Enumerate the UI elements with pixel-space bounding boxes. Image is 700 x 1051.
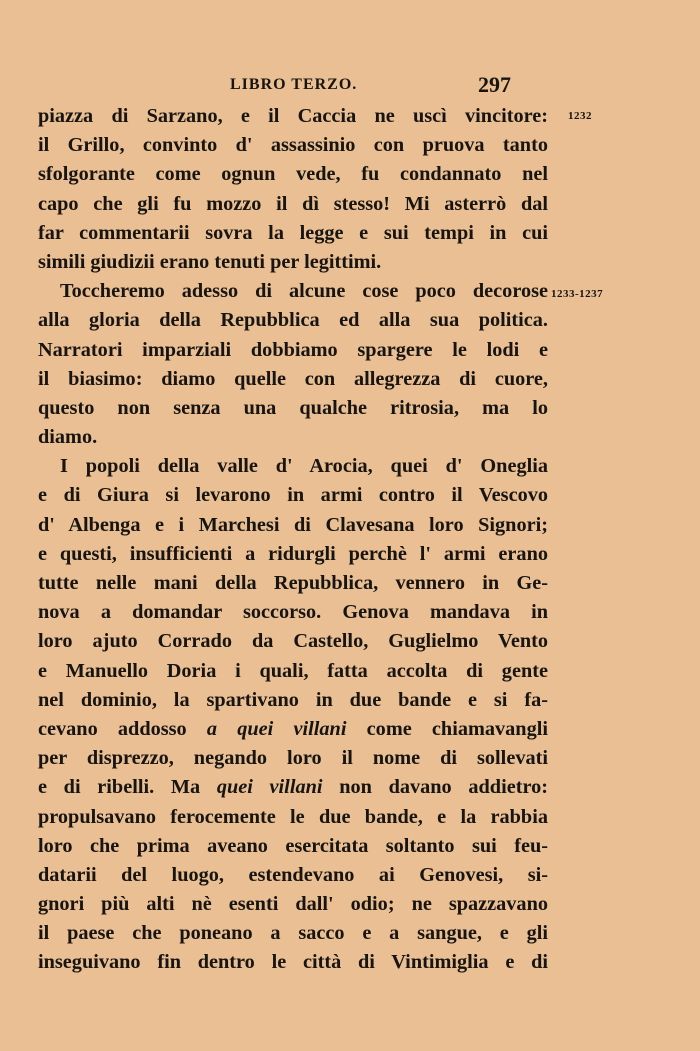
text-line: diamo. [38,426,98,449]
text-line: capo che gli fu mozzo il dì stesso! Mi asterrò dal [38,192,548,215]
text-line: propulsavano ferocemente le due bande, e la rabbia [38,805,548,828]
text-line: I popoli della valle d' Arocia, quei d' Oneglia [60,455,548,478]
text-line: simili giudizii erano tenuti per legittimi. [38,250,382,273]
page-number: 297 [478,72,511,97]
text-line: d' Albenga e i Marchesi di Clavesana loro Signori; [38,513,548,536]
text-line: loro ajuto Corrado da Castello, Guglielmo Vento [38,630,548,653]
italic-phrase: a quei villani [206,717,347,740]
text-line: per disprezzo, negando loro il nome di sollevati [38,747,548,770]
margin-date-1232: 1232 [568,110,592,122]
text-line: e Manuello Doria i quali, fatta accolta di gente [38,659,548,682]
text-line: Narratori imparziali dobbiamo spargere le lodi e [38,338,548,361]
body-text [38,102,548,978]
text-line: e di Giura si levarono in armi contro il Vescovo [38,484,548,507]
text-line: il biasimo: diamo quelle con allegrezza di cuore, [38,367,548,390]
italic-phrase: quei villani [216,776,323,799]
text-line: nel dominio, la spartivano in due bande e si fa- [38,688,548,711]
text-run: cevano addosso [38,717,207,740]
text-run: come chiamavangli [346,717,548,740]
text-line: inseguivano fin dentro le città di Vintimiglia e di [38,951,548,974]
running-title: LIBRO TERZO. [230,76,358,93]
text-line: il Grillo, convinto d' assassinio con pruova tanto [38,134,548,157]
text-line-with-italic [38,773,548,802]
text-line: Toccheremo adesso di alcune cose poco decorose [60,280,548,303]
text-line: loro che prima aveano esercitata soltanto sui feu- [38,834,548,857]
text-line: alla gloria della Repubblica ed alla sua politica. [38,309,548,332]
text-line-with-italic [38,715,548,744]
text-line: piazza di Sarzano, e il Caccia ne uscì vincitore: [38,105,548,127]
text-run: non davano addietro: [322,776,548,799]
text-line: sfolgorante come ognun vede, fu condannato nel [38,163,548,186]
text-line: il paese che poneano a sacco e a sangue, e gli [38,922,548,945]
text-line: nova a domandar soccorso. Genova mandava in [38,601,548,624]
text-line: questo non senza una qualche ritrosia, ma lo [38,396,548,419]
text-line: far commentarii sovra la legge e sui tempi in cui [38,221,548,244]
text-line: datarii del luogo, estendevano ai Genovesi, si- [38,863,548,886]
text-line: e questi, insufficienti a ridurgli perchè l' armi erano [38,542,548,565]
text-line: gnori più alti nè esenti dall' odio; ne spazzavano [38,893,548,916]
margin-date-1233-1237: 1233-1237 [551,288,604,300]
text-line: tutte nelle mani della Repubblica, vennero in Ge- [38,572,548,594]
text-run: e di ribelli. Ma [38,776,217,799]
